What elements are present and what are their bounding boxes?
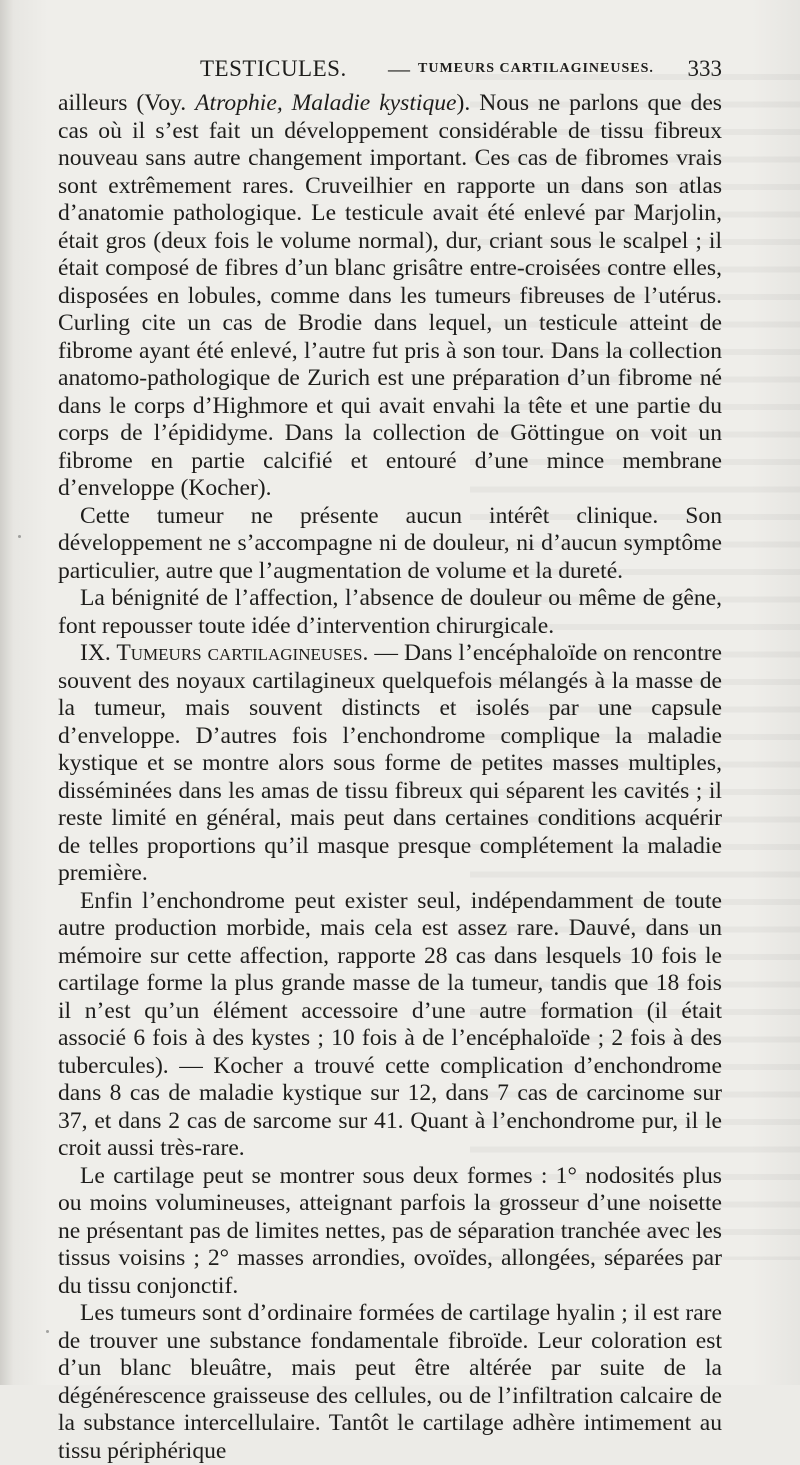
paragraph-3: La bénignité de l’affection, l’absence de douleur ou même de gêne, font repousser toute idée d’intervention chirurgicale.: [58, 585, 722, 639]
paragraph-5: Enfin l’enchondrome peut exister seul, indépendamment de toute autre production morbide, mais cela est assez rare. Dauvé, dans un mémoire sur cette affection, rapporte 28 cas dans lesquels 10 fois le cartilage forme la plus grande masse de la tumeur, tandis que 18 fois il n’est qu’un élément accessoire d’une autre formation (il était associé 6 fois à des kystes ; 10 fois à de l’encéphaloïde ; 2 fois à des tubercules). — Kocher a trouvé cette complication d’enchondrome dans 8 cas de maladie kystique sur 12, dans 7 cas de carcinome sur 37, et dans 2 cas de sarcome sur 41. Quant à l’enchondrome pur, il le croit aussi très-rare.: [58, 887, 722, 1161]
page-spine-shadow: [0, 0, 14, 1385]
cross-reference-italic: Atrophie, Maladie kystique: [195, 90, 457, 116]
paragraph-1-lead: ailleurs (Voy.: [58, 90, 196, 116]
header-title: TESTICULES.: [200, 56, 347, 81]
section-heading: IX. Tumeurs cartilagineuses.: [80, 640, 369, 666]
header-subtitle: TUMEURS CARTILAGINEUSES.: [418, 61, 654, 76]
paragraph-4: [58, 640, 722, 888]
page-number: 333: [687, 56, 722, 81]
paper-speck: [46, 1330, 49, 1333]
header-dash: —: [388, 56, 410, 81]
body-text: [58, 90, 722, 1465]
paragraph-4-text: — Dans l’encéphaloïde on rencontre souvent des noyaux cartilagineux quelquefois mélangés à la masse de la tumeur, mais souvent distincts et isolés par une capsule d’enveloppe. D’autres fois l’enchondrome complique la maladie kystique et se montre alors sous forme de petites masses multiples, disséminées dans les amas de tissu fibreux qui séparent les cavités ; il reste limité en général, mais peut dans certaines conditions acquérir de telles proportions qu’il masque presque complétement la maladie première.: [58, 640, 722, 886]
paragraph-1-text: ). Nous ne parlons que des cas où il s’est fait un développement considérable de tissu fibreux nouveau sans autre changement important. Ces cas de fibromes vrais sont extrêmement rares. Cruveilhier en rapporte un dans son atlas d’anatomie pathologique. Le testicule avait été enlevé par Marjolin, était gros (deux fois le volume normal), dur, criant sous le scalpel ; il était composé de fibres d’un blanc grisâtre entre-croisées contre elles, disposées en lobules, comme dans les tumeurs fibreuses de l’utérus. Curling cite un cas de Brodie dans lequel, un testicule atteint de fibrome ayant été enlevé, l’autre fut pris à son tour. Dans la collection anatomo-pathologique de Zurich est une préparation d’un fibrome né dans le corps d’Highmore et qui avait envahi la tête et une partie du corps de l’épididyme. Dans la collection de Göttingue on voit un fibrome en partie calcifié et entouré d’une mince membrane d’enveloppe (Kocher).: [58, 90, 722, 501]
running-header: [58, 52, 722, 84]
paper-speck: [18, 535, 21, 538]
paragraph-6: Le cartilage peut se montrer sous deux formes : 1° nodosités plus ou moins volumineuses, atteignant parfois la grosseur d’une noisette ne présentant pas de limites nettes, pas de séparation tranchée avec les tissus voisins ; 2° masses arrondies, ovoïdes, allongées, séparées par du tissu conjonctif.: [58, 1162, 722, 1299]
paragraph-2: Cette tumeur ne présente aucun intérêt clinique. Son développement ne s’accompagne ni de douleur, ni d’aucun symptôme particulier, autre que l’augmentation de volume et la dureté.: [58, 502, 722, 584]
paragraph-1: [58, 90, 722, 503]
paragraph-7: Les tumeurs sont d’ordinaire formées de cartilage hyalin ; il est rare de trouver une substance fondamentale fibroïde. Leur coloration est d’un blanc bleuâtre, mais peut être altérée par suite de la dégénérescence graisseuse des cellules, ou de l’infiltration calcaire de la substance intercellulaire. Tantôt le cartilage adhère intimement au tissu périphérique: [58, 1300, 722, 1464]
